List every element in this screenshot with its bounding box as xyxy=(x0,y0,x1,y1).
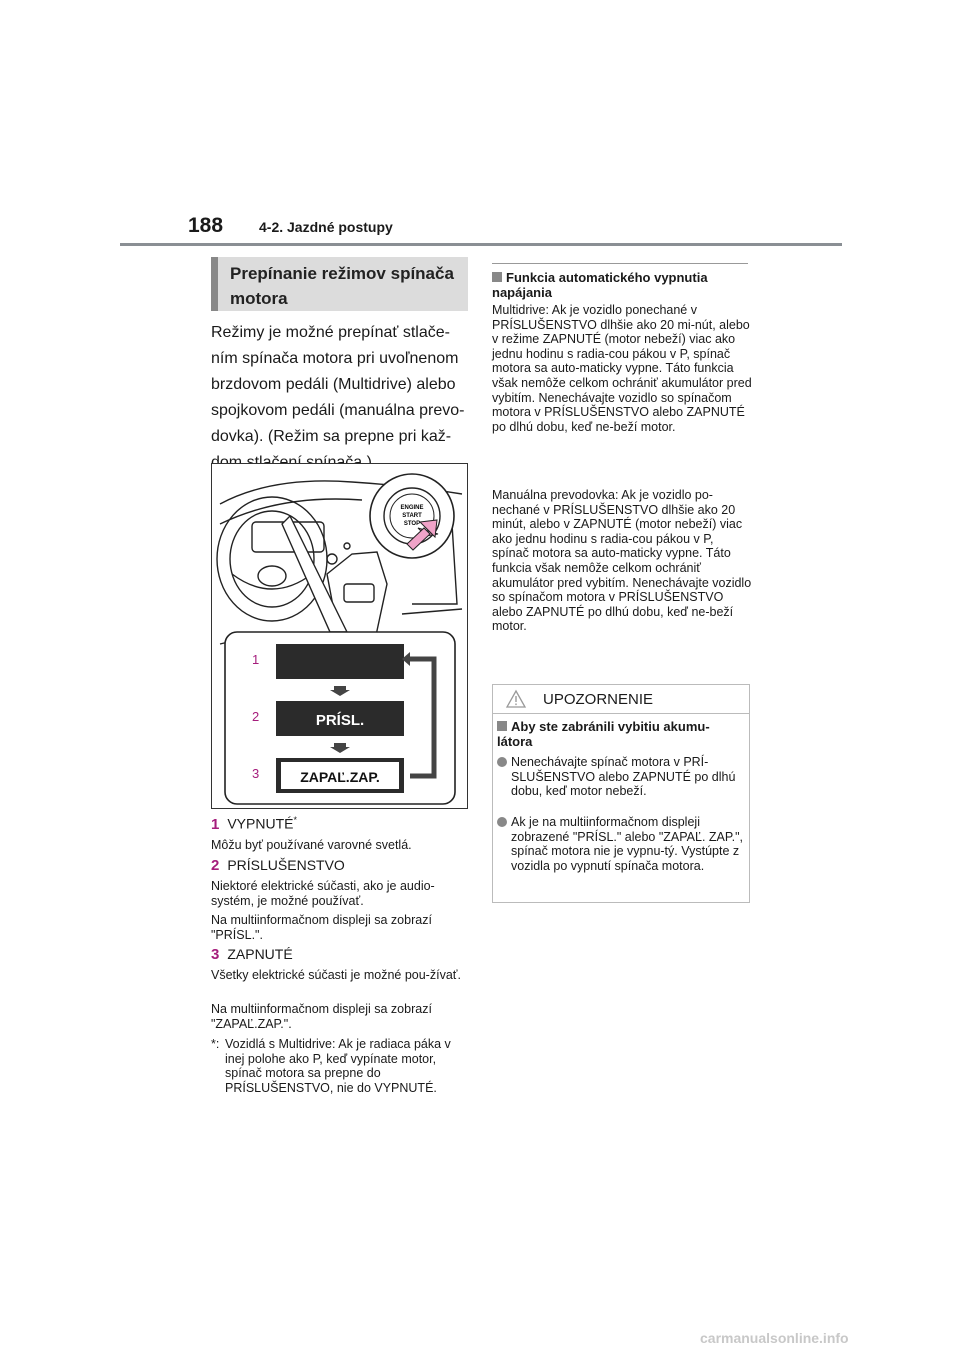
watermark: carmanualsonline.info xyxy=(700,1330,849,1346)
item-acc xyxy=(211,857,345,874)
display-on-text: ZAPAĽ.ZAP. xyxy=(300,769,380,785)
caution-box: UPOZORNENIE Aby ste zabránili vybitiu akumu-látora Nenechávajte spínač motora v PRÍ-SLUŠENSTVO alebo ZAPNUTÉ po dlhú dobu, keď motor nebeží. Ak je na multiinformačnom displeji zobrazené "PRÍSL." alebo "ZAPAĽ. ZAP.", spínač motora nie je vypnu-tý. Vystúpte z vozidla po vypnutí spínača motora. xyxy=(492,684,750,903)
item-acc-text-1: Niektoré elektrické súčasti, ako je audio-systém, je možné používať. xyxy=(211,879,435,908)
right-column-rule xyxy=(492,263,748,264)
item-on-text-1: Všetky elektrické súčasti je možné pou-žívať. xyxy=(211,968,461,982)
callout-1: 1 xyxy=(252,652,260,667)
item-heading: ZAPNUTÉ xyxy=(227,946,293,962)
display-off xyxy=(276,644,404,679)
engine-switch-figure xyxy=(211,463,468,809)
footnote-mark: *: xyxy=(211,1037,220,1051)
caution-header xyxy=(493,685,749,714)
dashboard-illustration xyxy=(212,464,468,809)
item-heading: PRÍSLUŠENSTVO xyxy=(227,857,345,873)
square-bullet-icon xyxy=(497,721,507,731)
round-bullet-icon xyxy=(497,757,507,767)
item-on xyxy=(211,946,293,963)
button-line-2: START xyxy=(402,513,422,519)
page-number: 188 xyxy=(188,214,224,237)
item-acc-text-2: Na multiinformačnom displeji sa zobrazí "PRÍSL.". xyxy=(211,913,432,942)
footnote-ref: * xyxy=(293,815,297,825)
button-line-3: STOP xyxy=(403,521,421,527)
button-line-1: ENGINE xyxy=(400,505,424,511)
item-heading: VYPNUTÉ xyxy=(227,815,294,832)
auto-off-heading: Funkcia automatického vypnutia napájania xyxy=(492,270,708,300)
intro-paragraph: Režimy je možné prepínať stlače-ním spínača motora pri uvoľnenom brzdovom pedáli (Multidrive) alebo spojkovom pedáli (manuálna prevo-dovka). (Režim sa prepne pri kaž- xyxy=(211,324,465,445)
topic-title: Prepínanie režimov spínača motora xyxy=(230,264,454,308)
callout-2: 2 xyxy=(252,709,260,724)
item-number: 1 xyxy=(211,815,220,833)
auto-off-manual: Manuálna prevodovka: Ak je vozidlo po-nechané v PRÍSLUŠENSTVO dlhšie ako 20 minút, alebo v ZAPNUTÉ (motor nebeží) viac ako jednu hodinu s radia-cou pákou v P, spínač motora sa auto-maticky vypne. Táto funkcia však nemôže celkom ochrániť akumulátor pred vybitím. Nenechávajte vozidlo so spínačom motora v PRÍSLUŠENSTVO alebo ZAPNUTÉ po dlhú dobu, keď ne-beží motor. xyxy=(492,488,752,634)
footnote-text: Vozidlá s Multidrive: Ak je radiaca páka v inej polohe ako P, keď vypínate motor, spínač motora sa prepne do PRÍSLUŠENSTVO, nie do VYPNUTÉ. xyxy=(225,1037,451,1095)
callout-3: 3 xyxy=(252,766,260,781)
display-acc-text: PRÍSL. xyxy=(315,712,365,729)
section-title: 4-2. Jazdné postupy xyxy=(259,219,393,235)
warning-triangle-icon xyxy=(505,689,527,709)
caution-title: UPOZORNENIE xyxy=(543,691,654,708)
item-number: 2 xyxy=(211,857,220,874)
item-off xyxy=(211,815,297,833)
header-rule xyxy=(120,243,842,246)
footnote xyxy=(211,1037,473,1107)
caution-heading: Aby ste zabránili vybitiu akumu-látora xyxy=(497,719,710,749)
auto-off-multidrive: Multidrive: Ak je vozidlo ponechané v PRÍSLUŠENSTVO dlhšie ako 20 mi-nút, alebo v režime ZAPNUTÉ (motor nebeží) viac ako jednu hodinu s radia-cou pákou v P, spínač motora sa auto-maticky vypne. Táto funkcia však nemôže celkom ochrániť akumulátor pred vybitím. Nenechávajte vozidlo so spínačom motora v PRÍSLUŠENSTVO alebo ZAPNUTÉ po dlhú dobu, keď ne-beží motor. xyxy=(492,303,752,434)
item-on-text-2: Na multiinformačnom displeji sa zobrazí "ZAPAĽ.ZAP.". xyxy=(211,1002,432,1031)
item-off-text: Môžu byť používané varovné svetlá. xyxy=(211,838,412,852)
round-bullet-icon xyxy=(497,817,507,827)
square-bullet-icon xyxy=(492,272,502,282)
item-number: 3 xyxy=(211,946,220,963)
topic-title-box xyxy=(211,257,468,311)
